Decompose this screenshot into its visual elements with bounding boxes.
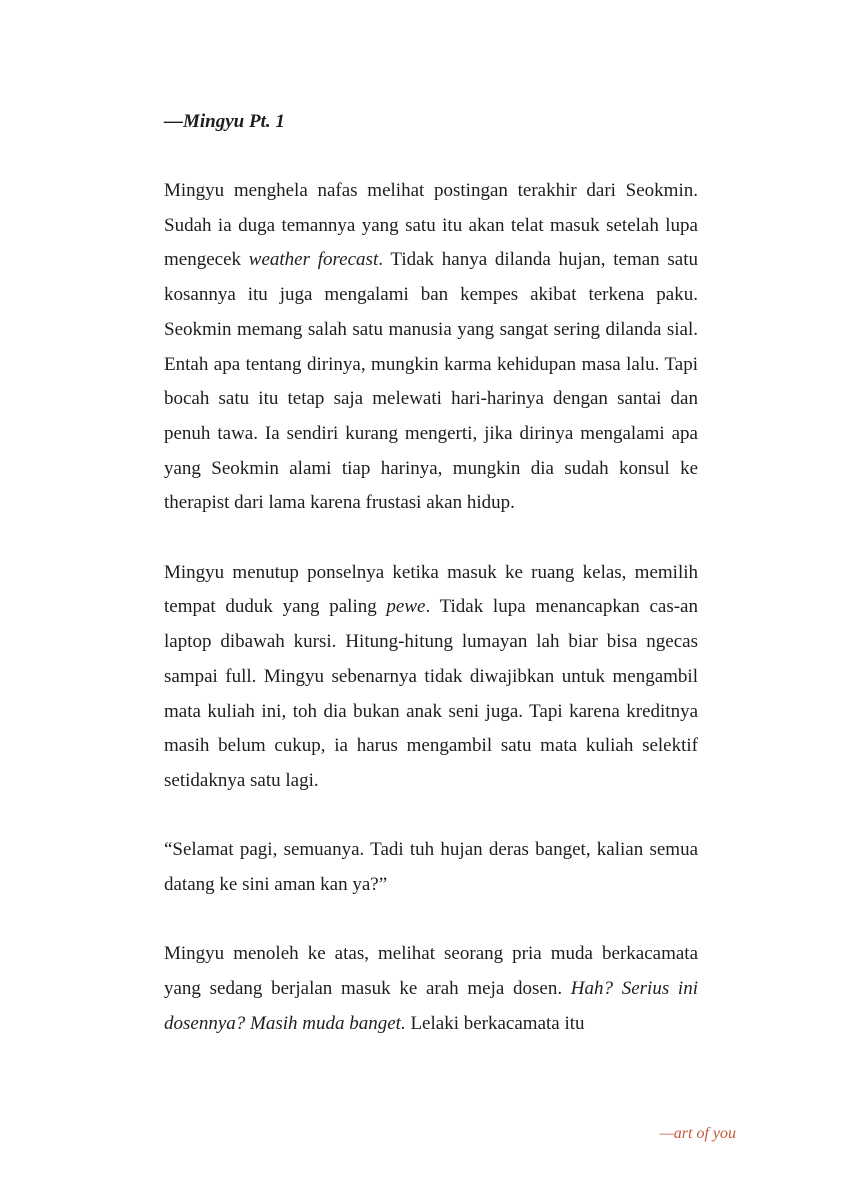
paragraph-3-segment-1: “Selamat pagi, semuanya. Tadi tuh hujan deras banget, kalian semua datang ke sini aman kan ya?” <box>164 839 698 896</box>
paragraph-3 <box>164 833 698 902</box>
paragraph-4-segment-3: Lelaki berkacamata itu <box>405 1012 585 1034</box>
paragraph-4-italic-inner-thought: Hah? Serius ini dosennya? Masih muda banget. <box>164 978 698 1034</box>
chapter-title: —Mingyu Pt. 1 <box>164 111 285 132</box>
paragraph-2-segment-3: . Tidak lupa menancapkan cas-an laptop dibawah kursi. Hitung-hitung lumayan lah biar bisa ngecas sampai full. Mingyu sebenarnya tidak diwajibkan untuk mengambil mata kuliah ini, toh dia bukan anak seni juga. Tapi karena kreditnya masih belum cukup, ia harus mengambil satu mata kuliah selektif setidaknya satu lagi. <box>164 596 698 791</box>
paragraph-2 <box>164 556 698 799</box>
paragraph-4 <box>164 937 698 1041</box>
paragraph-1-italic-weather-forecast: weather forecast <box>248 249 379 271</box>
document-page <box>164 104 698 1042</box>
paragraph-1-segment-1: Mingyu menghela nafas melihat postingan terakhir dari Seokmin. Sudah ia duga temannya yang satu itu akan telat masuk setelah lupa mengecek <box>164 180 698 271</box>
footer-signature: —art of you <box>659 1125 736 1142</box>
paragraph-4-segment-1: Mingyu menoleh ke atas, melihat seorang pria muda berkacamata yang sedang berjalan masuk ke arah meja dosen. <box>164 943 698 1000</box>
paragraph-1-segment-3: . Tidak hanya dilanda hujan, teman satu kosannya itu juga mengalami ban kempes akibat terkena paku. Seokmin memang salah satu manusia yang sangat sering dilanda sial. Entah apa tentang dirinya, mungkin karma kehidupan masa lalu. Tapi bocah satu itu tetap saja melewati hari-harinya dengan santai dan penuh tawa. Ia sendiri kurang mengerti, jika dirinya mengalami apa yang Seokmin alami tiap harinya, mungkin dia sudah konsul ke therapist dari lama karena frustasi akan hidup. <box>164 249 699 514</box>
paragraph-2-italic-pewe: pewe <box>386 596 426 618</box>
paragraph-2-segment-1: Mingyu menutup ponselnya ketika masuk ke ruang kelas, memilih tempat duduk yang paling <box>164 561 698 618</box>
paragraph-1 <box>164 174 698 521</box>
